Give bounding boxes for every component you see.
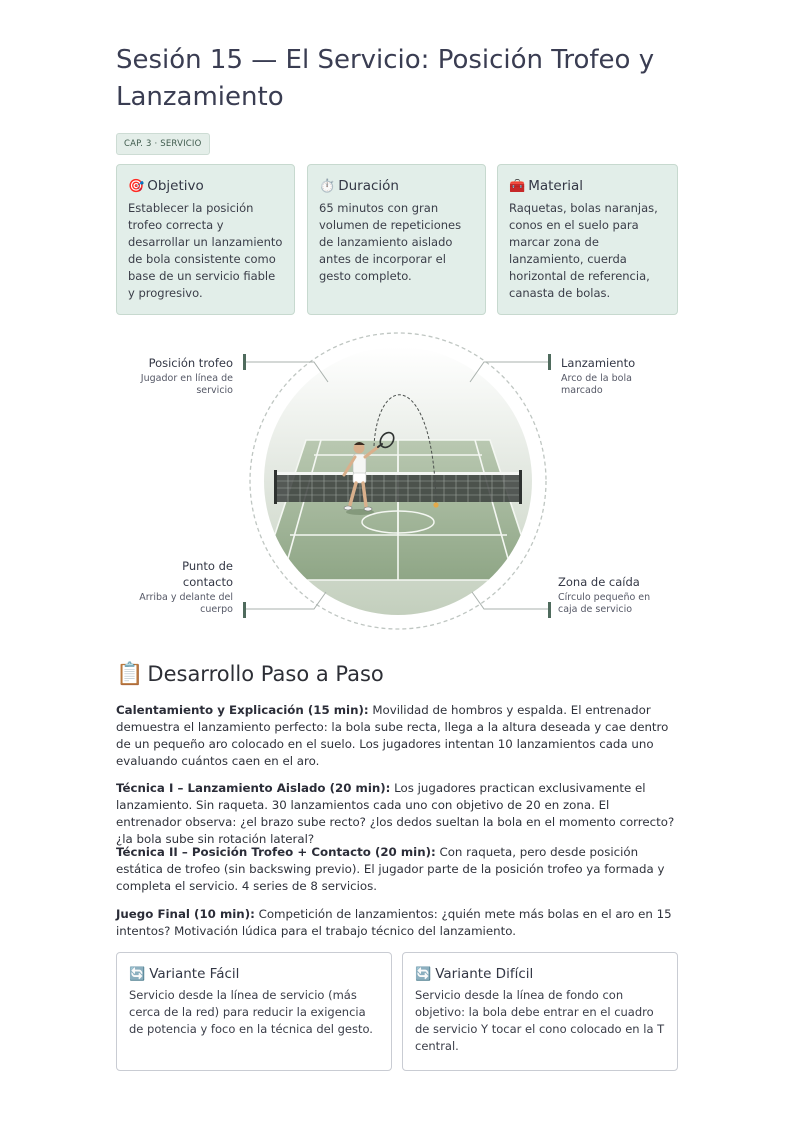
callout-landing-title: Zona de caída bbox=[558, 575, 640, 589]
tennis-net bbox=[274, 470, 522, 504]
step-technique-1: Técnica I – Lanzamiento Aislado (20 min): Los jugadores practican exclusivamente el lanzamiento. Sin raqueta. 30 lanzamientos cada uno con objetivo de 20 en zona. El entrenador observa: ¿el brazo sube recto? ¿los dedos sueltan la bola en el momento correcto? ¿la bola sube sin rotación lateral? bbox=[116, 781, 675, 846]
step-technique-2: Técnica II – Posición Trofeo + Contacto (20 min): Con raqueta, pero desde posición estática de trofeo (sin backswing previo). El jugador parte de la posición trofeo ya formada y completa el servicio. 4 series de 8 servicios. bbox=[116, 845, 665, 893]
callout-landing-sub: Círculo pequeño en caja de servicio bbox=[558, 592, 651, 615]
clipboard-icon: 📋 bbox=[116, 662, 144, 687]
variant-hard bbox=[402, 952, 678, 1071]
card-duration-body: 65 minutos con gran volumen de repeticiones de lanzamiento aislado antes de incorporar el gesto completo. bbox=[319, 201, 462, 283]
card-material-body: Raquetas, bolas naranjas, conos en el suelo para marcar zona de lanzamiento, cuerda horizontal de referencia, canasta de bolas. bbox=[509, 201, 658, 300]
callout-contact-title: Punto de contacto bbox=[182, 559, 233, 589]
step-final-game: Juego Final (10 min): Competición de lanzamientos: ¿quién mete más bolas en el aro en 15 intentos? Motivación lúdica para el trabajo técnico del lanzamiento. bbox=[116, 907, 672, 938]
page-title: Sesión 15 — El Servicio: Posición Trofeo y Lanzamiento bbox=[116, 45, 655, 112]
callout-contact-sub: Arriba y delante del cuerpo bbox=[139, 592, 233, 615]
card-material-title: Material bbox=[528, 178, 584, 194]
callout-trophy-title: Posición trofeo bbox=[148, 356, 233, 370]
variant-easy bbox=[116, 952, 392, 1071]
refresh-icon: 🔄 bbox=[129, 967, 146, 982]
stopwatch-icon: ⏱️ bbox=[319, 179, 336, 194]
callout-toss-title: Lanzamiento bbox=[561, 356, 636, 370]
step-warmup: Calentamiento y Explicación (15 min): Movilidad de hombros y espalda. El entrenador demuestra el lanzamiento perfecto: la bola sube recta, llega a la altura deseada y cae dentro de un pequeño aro colocado en el suelo. Los jugadores intentan 10 lanzamientos cada uno evaluando cuántos caen en el aro. bbox=[116, 703, 669, 768]
callout-toss-sub: Arco de la bola marcado bbox=[561, 373, 632, 396]
variant-hard-title: Variante Difícil bbox=[435, 966, 534, 982]
target-icon: 🎯 bbox=[128, 179, 145, 194]
variant-easy-title: Variante Fácil bbox=[149, 966, 240, 982]
card-material bbox=[497, 164, 678, 315]
variant-easy-body: Servicio desde la línea de servicio (más cerca de la red) para reducir la exigencia de potencia y foco en la técnica del gesto. bbox=[129, 988, 373, 1036]
card-objective bbox=[116, 164, 295, 315]
refresh-icon: 🔄 bbox=[415, 967, 432, 982]
serve-illustration bbox=[116, 330, 678, 640]
summary-cards bbox=[116, 164, 678, 317]
card-objective-body: Establecer la posición trofeo correcta y desarrollar un lanzamiento de bola consistente como base de un servicio fiable y progresivo. bbox=[128, 201, 283, 300]
card-duration-title: Duración bbox=[338, 178, 399, 194]
toolbox-icon: 🧰 bbox=[509, 179, 526, 194]
card-duration bbox=[307, 164, 486, 315]
chapter-tag: CAP. 3 · SERVICIO bbox=[116, 133, 210, 155]
callout-trophy-sub: Jugador en línea de servicio bbox=[140, 373, 233, 396]
variant-hard-body: Servicio desde la línea de fondo con objetivo: la bola debe entrar en el cuadro de servicio Y tocar el cono colocado en la T central. bbox=[415, 988, 665, 1053]
steps-heading: 📋 Desarrollo Paso a Paso bbox=[116, 662, 384, 687]
card-objective-title: Objetivo bbox=[147, 178, 204, 194]
